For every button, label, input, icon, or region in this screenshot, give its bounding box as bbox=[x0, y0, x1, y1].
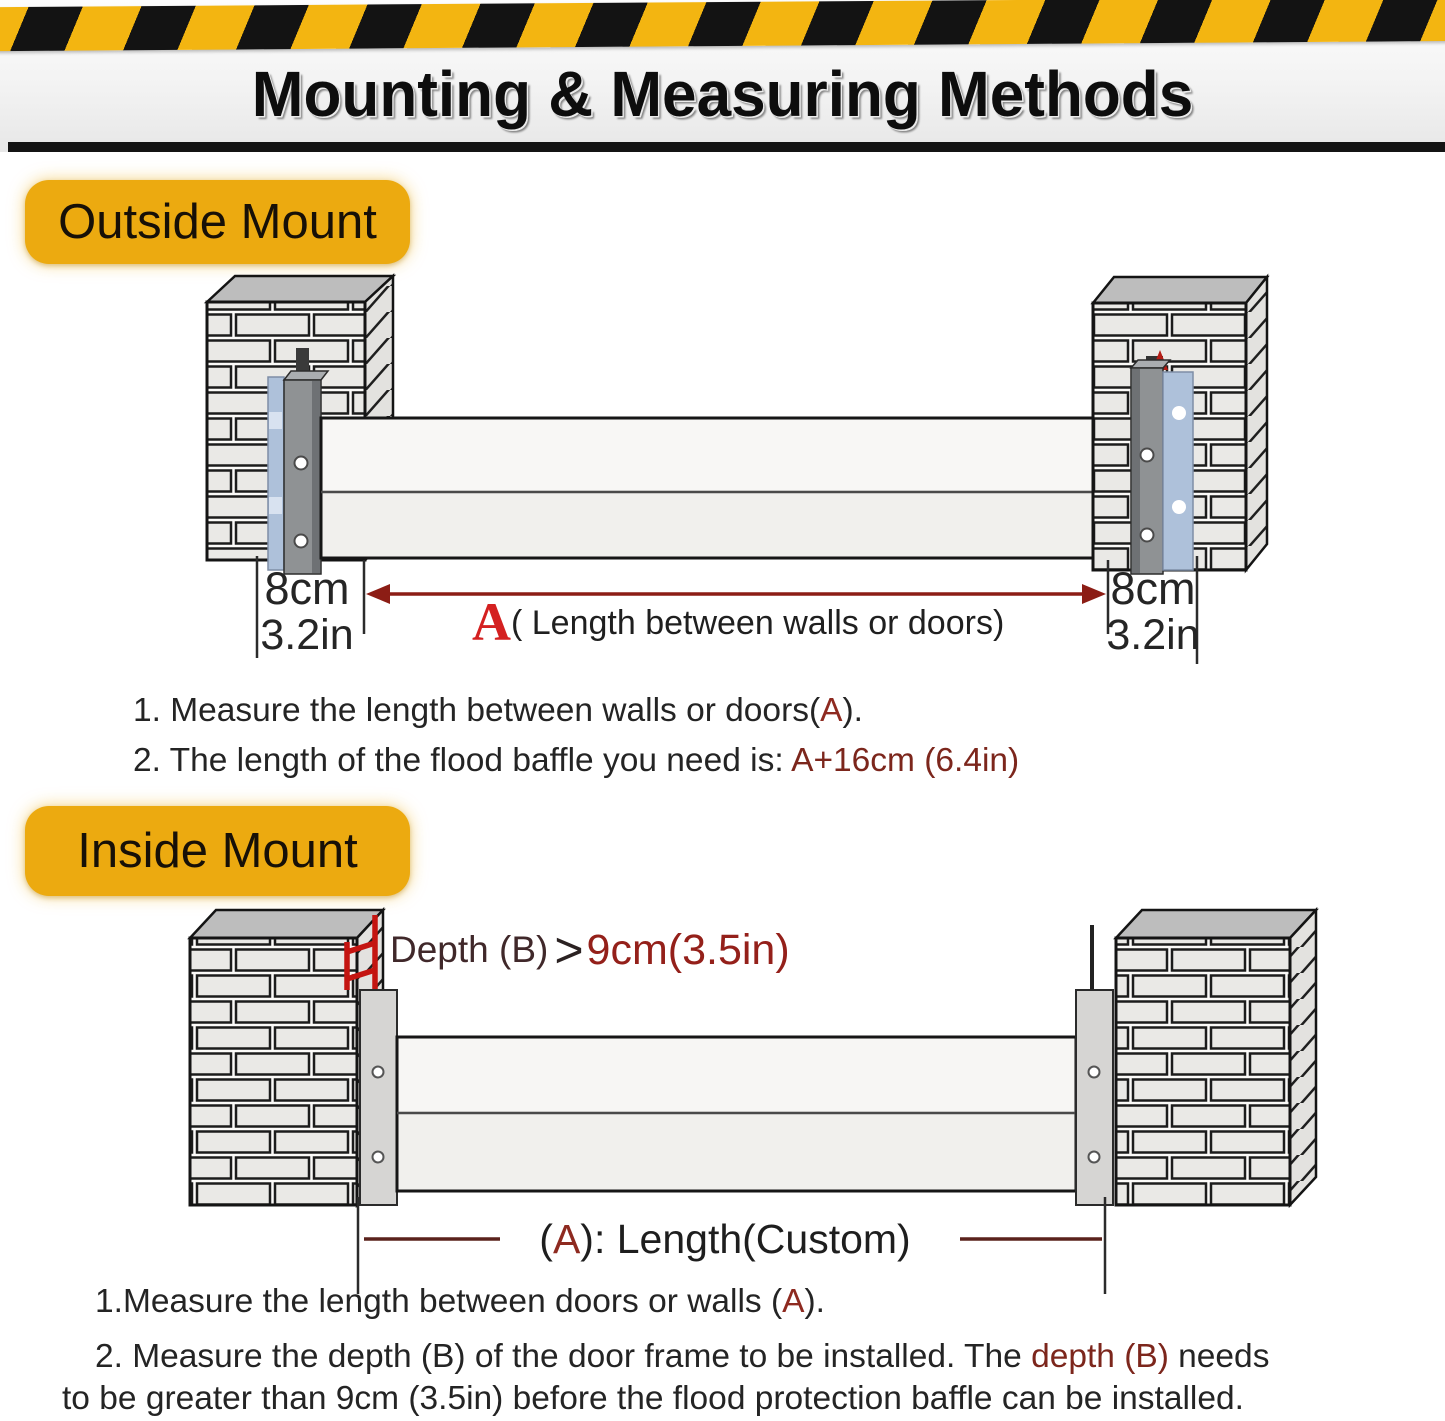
length-text: ): Length(Custom) bbox=[580, 1216, 911, 1262]
step-text: 1.Measure the length between doors or walls ( bbox=[95, 1283, 783, 1320]
outside-mount-badge: Outside Mount bbox=[25, 180, 410, 264]
screw-hole bbox=[1089, 1067, 1100, 1078]
screw-hole bbox=[1141, 529, 1154, 542]
inside-step-2-line-1 bbox=[95, 1338, 1269, 1376]
step-letter-a: A bbox=[820, 692, 843, 729]
step-highlight: A+16cm (6.4in) bbox=[791, 742, 1020, 779]
depth-label: Depth (B) bbox=[390, 929, 549, 971]
left-offset-in: 3.2in bbox=[260, 611, 354, 659]
screw-hole bbox=[373, 1067, 384, 1078]
inside-mount-badge: Inside Mount bbox=[25, 806, 410, 896]
step-text: 2. Measure the depth (B) of the door frame to be installed. The bbox=[95, 1338, 1032, 1375]
outside-right-channel bbox=[1131, 360, 1193, 574]
step-text: ). bbox=[804, 1283, 825, 1320]
outside-left-channel bbox=[268, 371, 328, 574]
inside-right-channel bbox=[1076, 925, 1113, 1205]
inside-right-pillar bbox=[1116, 910, 1316, 1205]
left-offset-cm: 8cm bbox=[264, 563, 350, 614]
step-text: needs bbox=[1168, 1338, 1270, 1375]
outside-step-2 bbox=[133, 742, 1019, 780]
step-text: ). bbox=[842, 692, 863, 729]
step-highlight: depth (B) bbox=[1031, 1338, 1169, 1375]
inside-step-1 bbox=[95, 1283, 825, 1321]
length-annotation bbox=[455, 1218, 995, 1261]
outside-barrier-panel bbox=[321, 418, 1131, 558]
length-letter-a: A bbox=[552, 1216, 581, 1262]
inside-left-channel bbox=[360, 990, 397, 1205]
step-text: 1. Measure the length between walls or doors( bbox=[133, 692, 821, 729]
step-text: 2. The length of the flood baffle you need is: bbox=[133, 742, 792, 779]
channel-bar bbox=[360, 990, 397, 1205]
banner-underline bbox=[8, 142, 1445, 152]
channel-bar bbox=[1076, 990, 1113, 1205]
depth-annotation bbox=[390, 922, 790, 979]
screw-hole bbox=[373, 1152, 384, 1163]
seal-strip bbox=[268, 377, 284, 570]
depth-value: 9cm(3.5in) bbox=[586, 926, 790, 974]
inside-left-pillar bbox=[190, 910, 383, 1205]
greater-than-symbol: > bbox=[554, 922, 584, 979]
screw-hole bbox=[295, 457, 308, 470]
seal-strip bbox=[1163, 372, 1193, 570]
inside-barrier-panel bbox=[397, 1037, 1076, 1191]
right-offset-cm: 8cm bbox=[1110, 563, 1196, 614]
step-letter-a: A bbox=[782, 1283, 805, 1320]
span-letter-a: A bbox=[472, 592, 511, 652]
right-offset-in: 3.2in bbox=[1106, 611, 1200, 659]
screw-hole bbox=[1141, 449, 1154, 462]
span-caption bbox=[472, 592, 1005, 652]
span-caption-text: ( Length between walls or doors) bbox=[511, 604, 1005, 642]
length-text: ( bbox=[539, 1216, 553, 1262]
hazard-stripes bbox=[0, 0, 1445, 51]
inside-step-2-line-2: to be greater than 9cm (3.5in) before the flood protection baffle can be installed. bbox=[62, 1380, 1244, 1417]
page-title: Mounting & Measuring Methods bbox=[251, 58, 1194, 130]
outside-step-1 bbox=[133, 692, 863, 730]
screw-hole bbox=[295, 535, 308, 548]
screw-hole bbox=[1089, 1152, 1100, 1163]
hazard-banner bbox=[0, 0, 1445, 152]
